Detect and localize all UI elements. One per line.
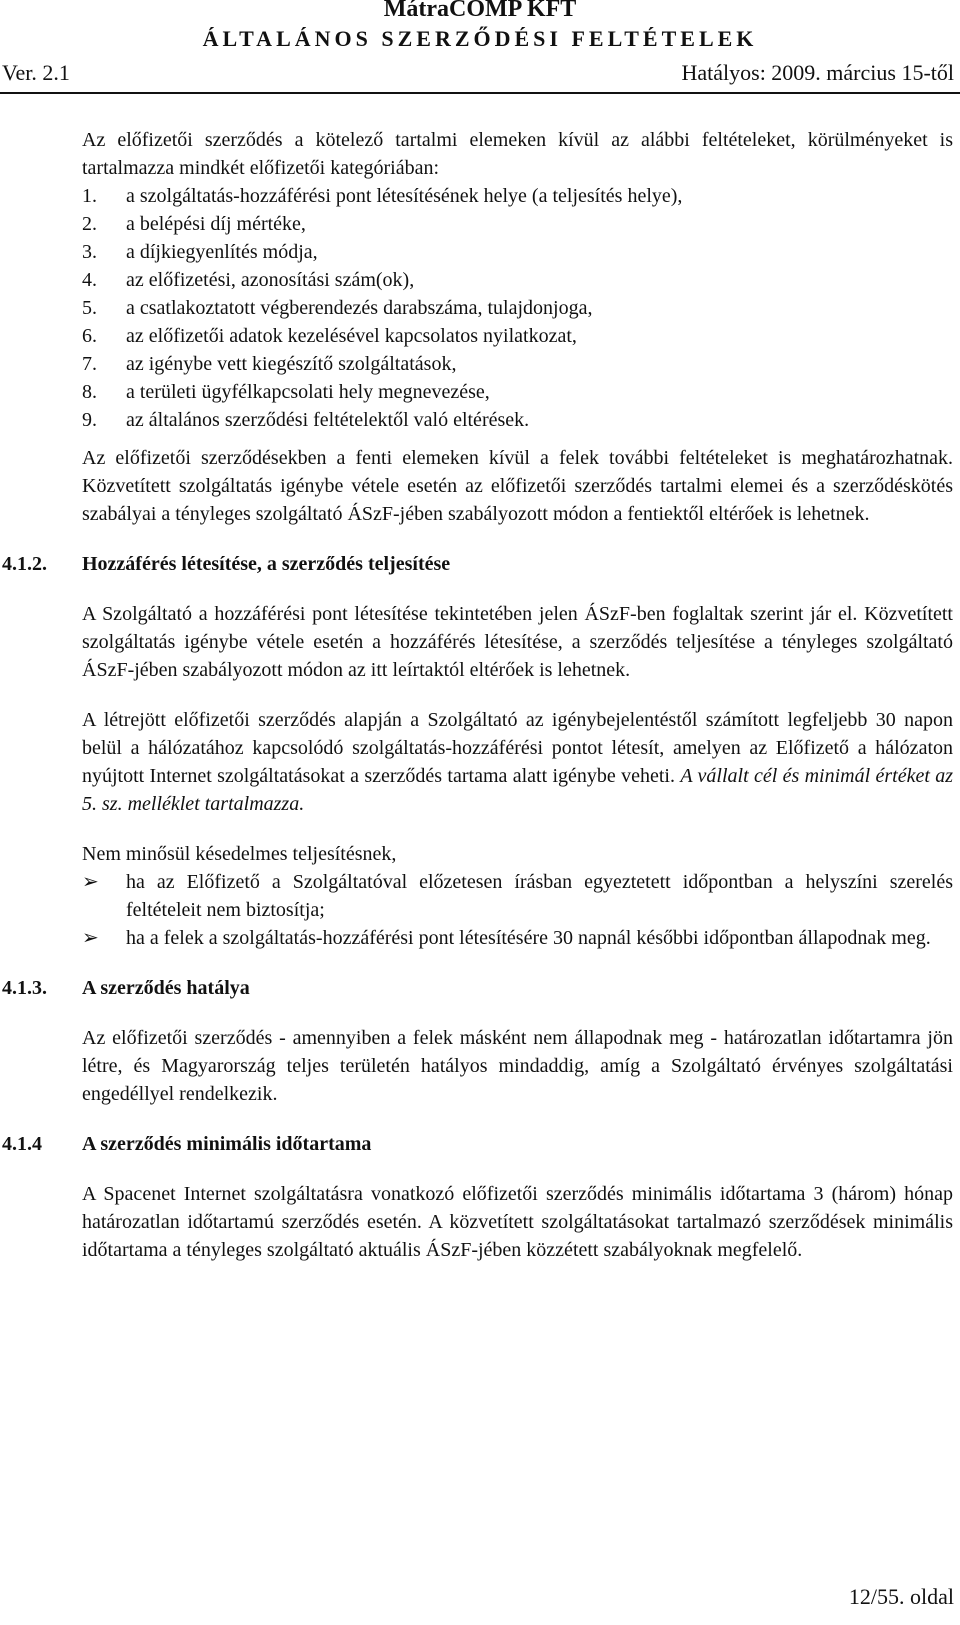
version-label: Ver. 2.1 [2, 60, 70, 85]
section-number: 4.1.4 [2, 1133, 42, 1155]
validity-paragraph: Az előfizetői szerződés - amennyiben a felek másként nem állapodnak meg - határozatlan időtartamra jön létre, és Magyarország teljes területén hatályos mindaddig, amíg a Szolgáltató érvényes szolgáltatási engedéllyel rendelkezik. [82, 1027, 953, 1105]
minimum-duration-paragraph: A Spacenet Internet szolgáltatásra vonatkozó előfizetői szerződés minimális időtartama 3 (három) hónap határozatlan időtartamú szerződés esetén. A közvetített szolgáltatásokat tartalmazó szerződések minimális időtartama a tényleges szolgáltató aktuális ÁSzF-jében közzétett szabályoknak megfelelő. [82, 1183, 953, 1261]
list-item: 5. a csatlakoztatott végberendezés darabszáma, tulajdonjoga, [82, 297, 593, 319]
list-item: 1. a szolgáltatás-hozzáférési pont létesítésének helye (a teljesítés helye), [82, 185, 683, 207]
section-heading-4-1-4 [2, 1130, 953, 1158]
contract-elements-list [82, 182, 953, 434]
section-number: 4.1.3. [2, 977, 47, 999]
contract-terms-paragraph: Az előfizetői szerződésekben a fenti elemeken kívül a felek további feltételeket is meghatározhatnak. Közvetített szolgáltatás igénybe vétele esetén az előfizetői szerződés tartalmi elemei és a szerződéskötés szabályai a tényleges szolgáltató ÁSzF-jében szabályozott módon a fentiektől eltérőek is lehetnek. [82, 447, 953, 525]
list-item: ➢ ha a felek a szolgáltatás-hozzáférési pont létesítésére 30 napnál későbbi időpontban állapodnak meg. [82, 924, 953, 952]
list-item: ➢ ha az Előfizető a Szolgáltatóval előzetesen írásban egyeztetett időpontban a helyszíni szerelés feltételeit nem biztosítja; [82, 868, 953, 924]
section-title: Hozzáférés létesítése, a szerződés teljesítése [82, 553, 451, 575]
annex-reference: A vállalt cél és minimál értéket az 5. sz. melléklet tartalmazza. [82, 765, 953, 815]
list-item: 3. a díjkiegyenlítés módja, [82, 241, 318, 263]
arrow-bullet-icon: ➢ [82, 927, 99, 949]
list-item: 2. a belépési díj mértéke, [82, 213, 306, 235]
list-item: 8. a területi ügyfélkapcsolati hely megnevezése, [82, 381, 490, 403]
section-number: 4.1.2. [2, 553, 47, 575]
page-number: 12/55. oldal [848, 1584, 954, 1609]
deadline-paragraph: A létrejött előfizetői szerződés alapján a Szolgáltató az igénybejelentéstől számított legfeljebb 30 napon belül a hálózatához kapcsolódó szolgáltatás-hozzáférési pontot létesít, amelyen az Előfizető a hálózaton nyújtott Internet szolgáltatásokat a szerződés tartama alatt igénybe veheti. A vállalt cél és minimál értéket az 5. sz. melléklet tartalmazza. [82, 709, 953, 815]
list-item: 9. az általános szerződési feltételektől való eltérések. [82, 409, 530, 431]
arrow-bullet-icon: ➢ [82, 871, 99, 893]
section-title: A szerződés minimális időtartama [82, 1133, 372, 1155]
intro-paragraph: Az előfizetői szerződés a kötelező tartalmi elemeken kívül az alábbi feltételeket, körülményeket is tartalmazza mindkét előfizetői kategóriában: [82, 129, 953, 179]
list-item: 7. az igénybe vett kiegészítő szolgáltatások, [82, 353, 457, 375]
section-heading-4-1-2 [2, 550, 953, 578]
list-item: 6. az előfizetői adatok kezelésével kapcsolatos nyilatkozat, [82, 325, 577, 347]
exceptions-list [82, 868, 953, 952]
page-header [0, 0, 960, 100]
document-body [2, 126, 953, 1264]
company-name: MátraCOMP KFT [383, 0, 577, 22]
section-heading-4-1-3 [2, 974, 953, 1002]
document-title: ÁLTALÁNOS SZERZŐDÉSI FELTÉTELEK [202, 26, 758, 51]
access-paragraph: A Szolgáltató a hozzáférési pont létesítése tekintetében jelen ÁSzF-ben foglaltak szerint jár el. Közvetített szolgáltatás igénybe vétele esetén a hozzáférés létesítése, a szerződés teljesítése a tényleges szolgáltató ÁSzF-jében szabályozott módon az itt leírtaktól eltérőek is lehetnek. [82, 603, 953, 681]
section-title: A szerződés hatálya [82, 977, 250, 999]
list-item: 4. az előfizetési, azonosítási szám(ok), [82, 269, 415, 291]
effective-date: Hatályos: 2009. március 15-től [681, 60, 954, 85]
not-late-intro: Nem minősül késedelmes teljesítésnek, [82, 843, 397, 865]
header-divider [0, 92, 960, 94]
